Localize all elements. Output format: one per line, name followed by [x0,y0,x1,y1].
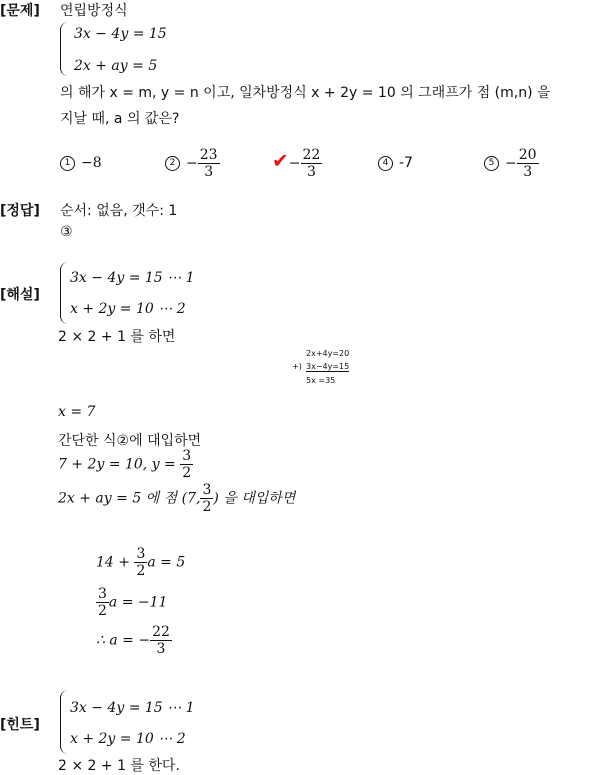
solve-step3-fraction: $\frac{22}{3}$ [152,624,170,657]
hint-line: 2 × 2 + 1 를 한다. [58,758,180,774]
calc-line1: 2x+4y=20 [306,349,350,358]
hint-tag: [힌트] [0,717,40,733]
solve-step1-fraction: $\frac{3}{2}$ [136,546,146,579]
step3-text: 7 + 2y = 10, y = [58,456,176,473]
problem-tag: [문제] [0,3,40,19]
solve-step2-fraction: $\frac{3}{2}$ [98,586,107,619]
problem-title: 연립방정식 [60,3,128,19]
answer-tag: [정답] [0,203,40,219]
option-1-sign: − [81,155,93,171]
option-number-5: 5 [484,156,499,171]
explanation-eq2: x + 2y = 10 ⋯ 2 [70,301,186,317]
explanation-step4 [58,482,295,515]
option-5-fraction: $\frac{20}{3}$ [518,147,537,180]
solve-step1-suffix: a = 5 [147,554,186,571]
explanation-step2: 간단한 식②에 대입하면 [58,433,202,449]
option-4-value: -7 [399,155,413,171]
explanation-tag: [해설] [0,287,40,303]
solve-step1 [96,546,185,579]
explanation-step3 [58,448,193,481]
step4-suffix: ) 을 대입하면 [213,490,296,507]
option-5-sign: − [505,155,517,172]
option-2-sign: − [186,155,198,172]
hint-eq1: 3x − 4y = 15 ⋯ 1 [70,700,195,716]
problem-text-line2: 지날 때, a 의 값은? [60,111,180,127]
option-number-4: 4 [378,156,393,171]
answer-meta: 순서: 없음, 갯수: 1 [60,203,178,219]
hint-eq2: x + 2y = 10 ⋯ 2 [70,731,186,747]
problem-eq1: 3x − 4y = 15 [74,26,167,42]
option-3[interactable] [272,147,322,180]
step3-fraction: $\frac{3}{2}$ [182,448,192,481]
explanation-eq1: 3x − 4y = 15 ⋯ 1 [70,270,195,286]
solve-step3-prefix: ∴ a = − [96,632,151,649]
solve-step1-prefix: 14 + [96,554,130,571]
option-3-fraction: $\frac{22}{3}$ [302,147,321,180]
calc-line2: 3x−4y=15 [306,362,350,371]
problem-text-line1: 의 해가 x = m, y = n 이고, 일차방정식 x + 2y = 10 의 그래프가 점 (m,n) 을 [60,85,551,101]
solve-step2-suffix: a = −11 [108,594,168,611]
option-number-2: 2 [165,156,180,171]
option-1-value: 8 [92,155,102,171]
step4-fraction: $\frac{3}{2}$ [202,482,212,515]
option-4[interactable] [378,155,413,171]
solve-step3 [96,624,172,657]
option-3-sign: − [288,155,301,172]
option-number-1: 1 [60,156,75,171]
option-2-fraction: $\frac{23}{3}$ [199,147,218,180]
check-mark-icon: ✔ [272,148,289,173]
x-result: x = 7 [58,404,96,420]
explanation-step1: 2 × 2 + 1 를 하면 [58,329,176,345]
option-1[interactable] [60,155,102,171]
option-5[interactable] [484,147,539,180]
option-2[interactable] [165,147,220,180]
step4-text: 2x + ay = 5 에 점 (7, [58,490,201,507]
problem-eq2: 2x + ay = 5 [74,58,158,74]
problem-system-brace [60,22,71,76]
solve-step2 [96,586,167,619]
answer-choice: ③ [60,224,73,240]
calc-plus-sign: +) [292,362,302,371]
calc-line3: 5x =35 [306,376,336,385]
